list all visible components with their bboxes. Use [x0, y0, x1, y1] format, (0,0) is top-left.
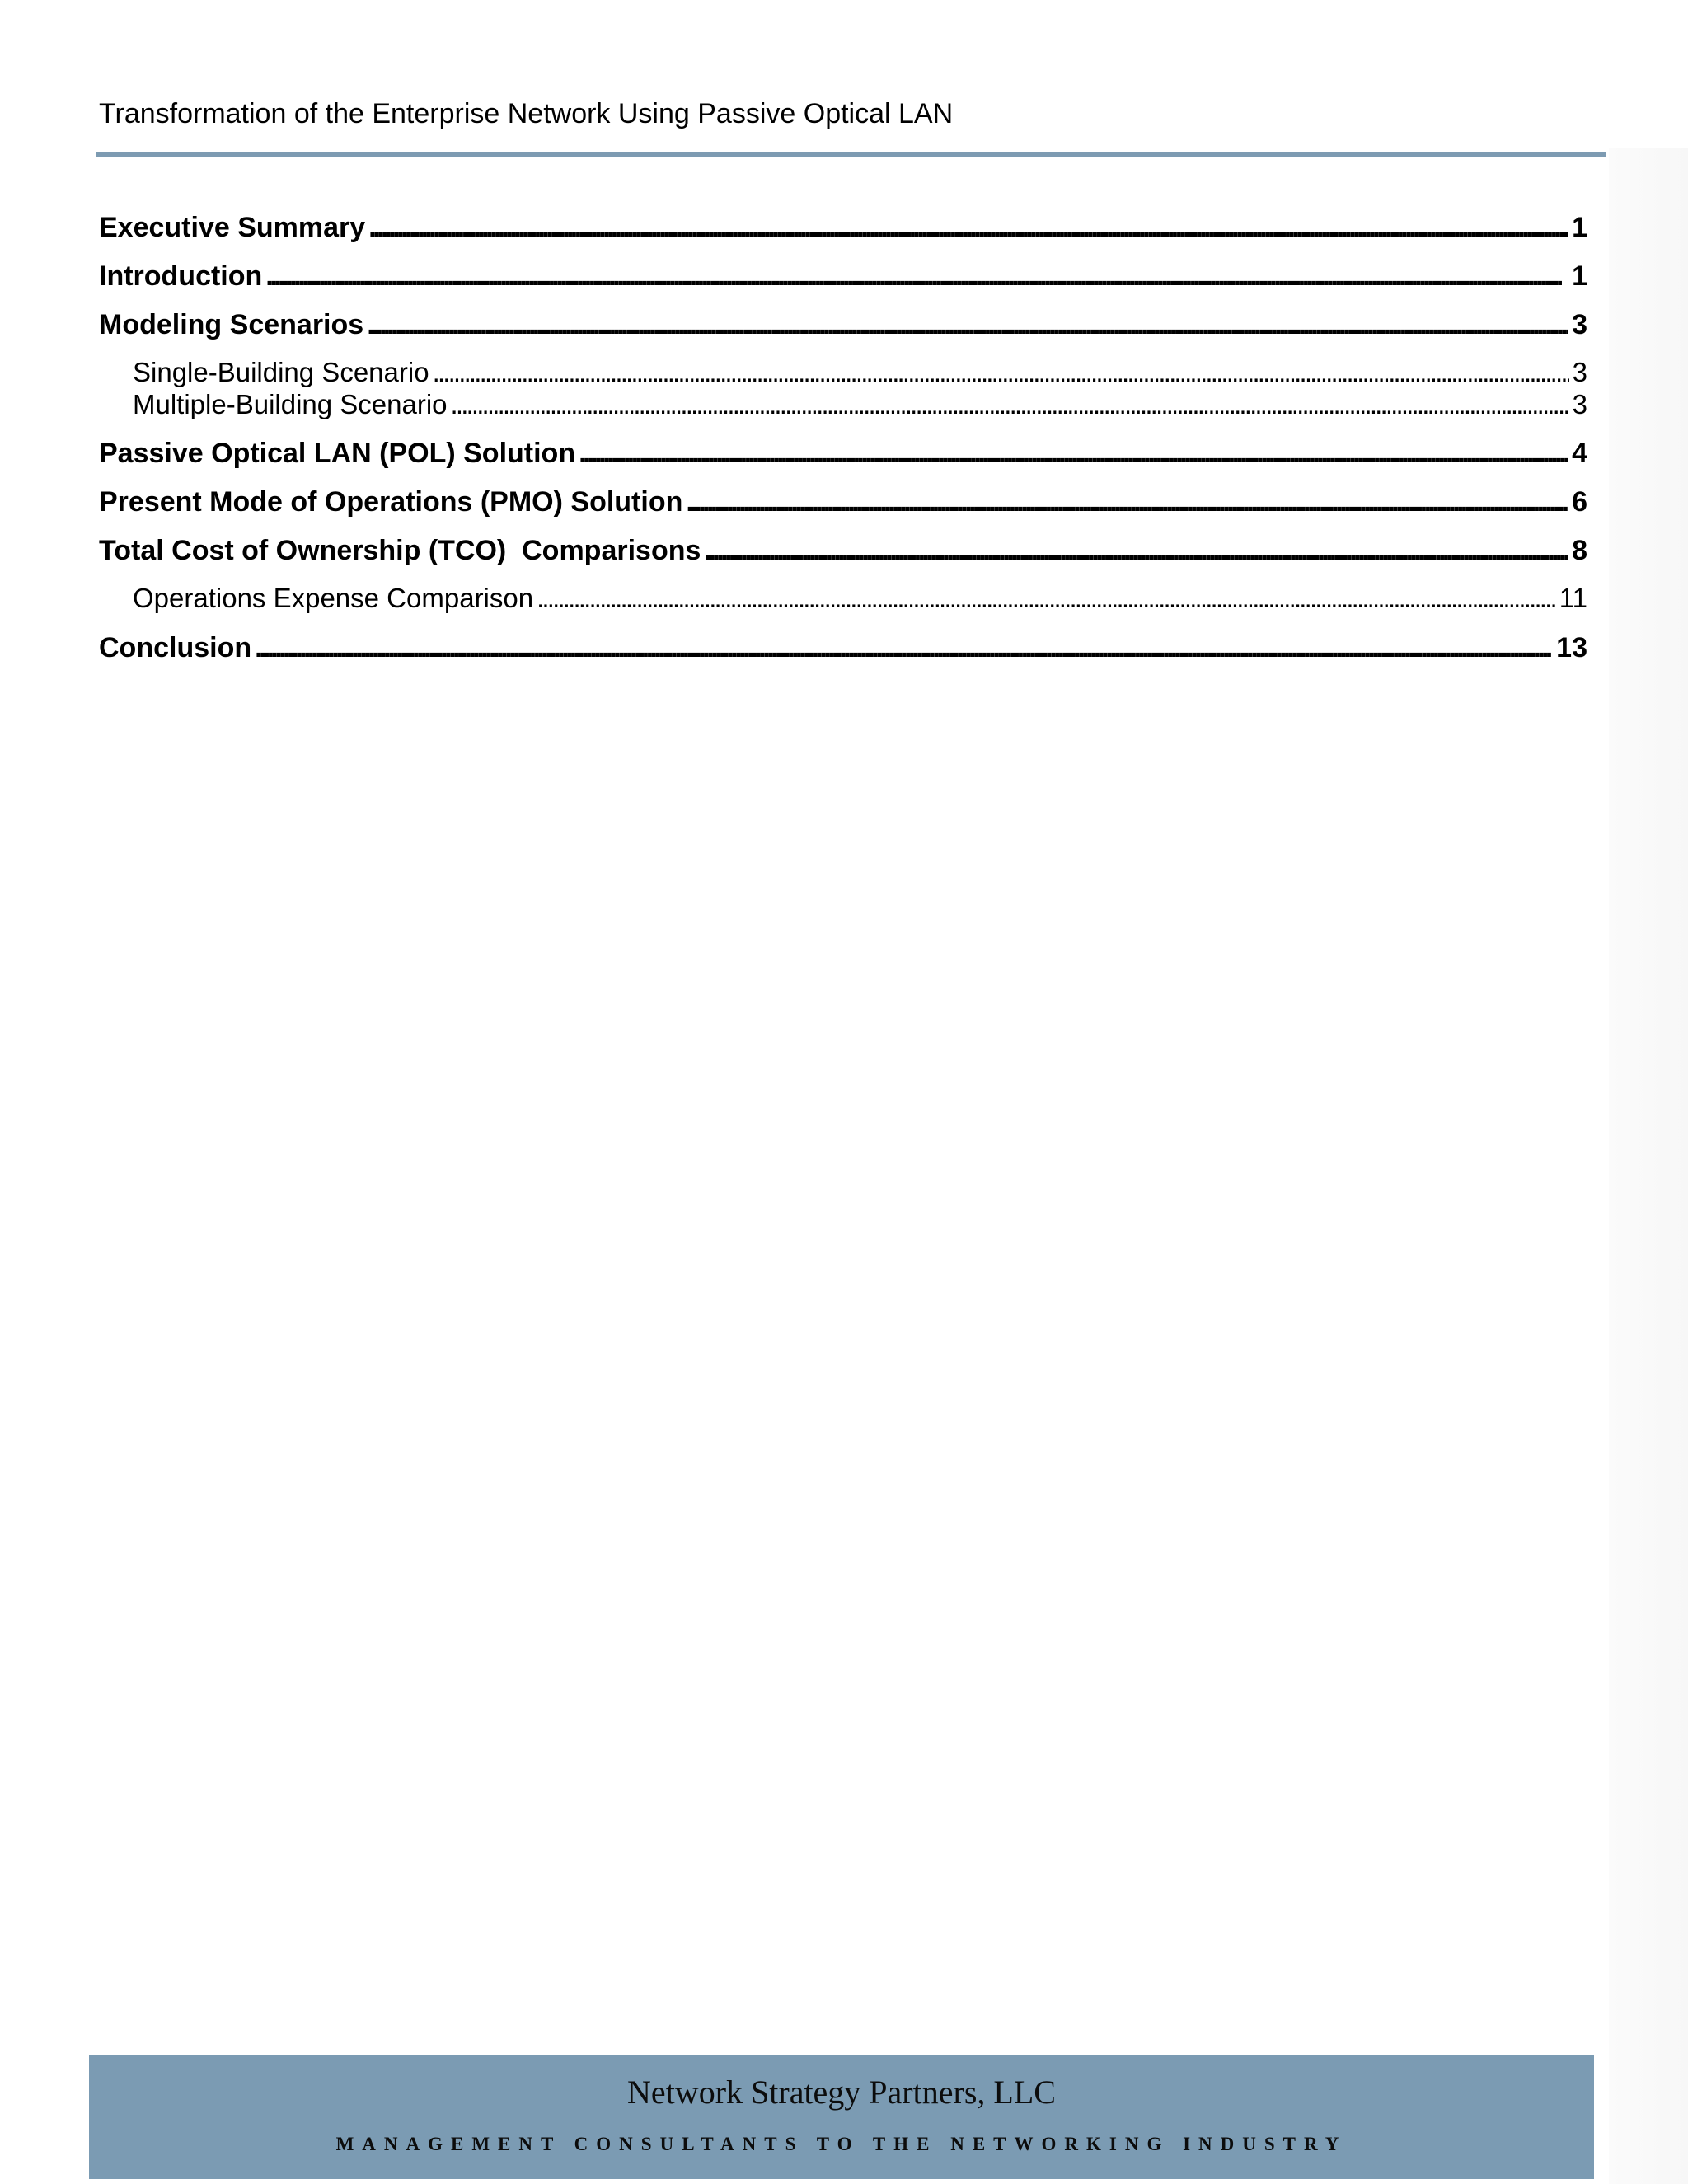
toc-dot-leader	[367, 308, 1568, 341]
toc-entry-label: Total Cost of Ownership (TCO) Comparisons	[99, 535, 701, 566]
toc-page-number: 8	[1572, 535, 1587, 566]
page-edge-shade	[1609, 148, 1688, 2184]
toc-entry-single-building-scenario[interactable]	[99, 357, 1587, 388]
toc-entry-modeling-scenarios[interactable]	[99, 308, 1587, 341]
toc-page-number: 1	[1572, 212, 1587, 243]
toc-page-number: 4	[1572, 438, 1587, 469]
toc-page-number: 3	[1572, 309, 1587, 340]
toc-dot-leader	[704, 534, 1568, 567]
toc-page-number: 11	[1559, 583, 1587, 613]
toc-dot-leader	[451, 389, 1569, 420]
toc-page-number: 3	[1572, 389, 1587, 419]
header-divider	[96, 152, 1606, 157]
toc-entry-operations-expense-comparison[interactable]	[99, 583, 1587, 614]
toc-entry-tco-comparisons[interactable]	[99, 534, 1587, 567]
toc-dot-leader	[579, 437, 1568, 470]
toc-page-number: 3	[1572, 357, 1587, 387]
footer-company-name: Network Strategy Partners, LLC	[627, 2074, 1056, 2111]
toc-entry-label: Executive Summary	[99, 212, 366, 243]
toc-entry-conclusion[interactable]	[99, 631, 1587, 664]
toc-dot-leader	[686, 485, 1568, 518]
footer-tagline: MANAGEMENT CONSULTANTS TO THE NETWORKING INDUSTRY	[335, 2134, 1348, 2154]
footer-banner	[89, 2055, 1594, 2179]
toc-dot-leader	[433, 357, 1569, 388]
document-header-title: Transformation of the Enterprise Network Using Passive Optical LAN	[99, 98, 954, 129]
toc-entry-executive-summary[interactable]	[99, 211, 1587, 244]
toc-page-number: 1	[1572, 260, 1587, 292]
toc-entry-multiple-building-scenario[interactable]	[99, 389, 1587, 420]
toc-entry-label: Single-Building Scenario	[133, 357, 429, 387]
toc-entry-label: Passive Optical LAN (POL) Solution	[99, 438, 576, 469]
toc-entry-label: Multiple-Building Scenario	[133, 389, 448, 419]
toc-entry-label: Operations Expense Comparison	[133, 583, 534, 613]
toc-dot-leader	[368, 211, 1568, 244]
toc-entry-introduction[interactable]	[99, 260, 1587, 293]
toc-page-number: 6	[1572, 486, 1587, 518]
toc-dot-leader	[265, 260, 1568, 293]
toc-entry-label: Present Mode of Operations (PMO) Solution	[99, 486, 683, 518]
toc-dot-leader	[255, 631, 1553, 664]
toc-entry-label: Conclusion	[99, 632, 252, 663]
toc-page-number: 13	[1556, 632, 1587, 663]
toc-dot-leader	[537, 583, 1556, 614]
toc-entry-label: Modeling Scenarios	[99, 309, 364, 340]
toc-entry-label: Introduction	[99, 260, 263, 292]
toc-entry-pmo-solution[interactable]	[99, 485, 1587, 518]
toc-entry-pol-solution[interactable]	[99, 437, 1587, 470]
